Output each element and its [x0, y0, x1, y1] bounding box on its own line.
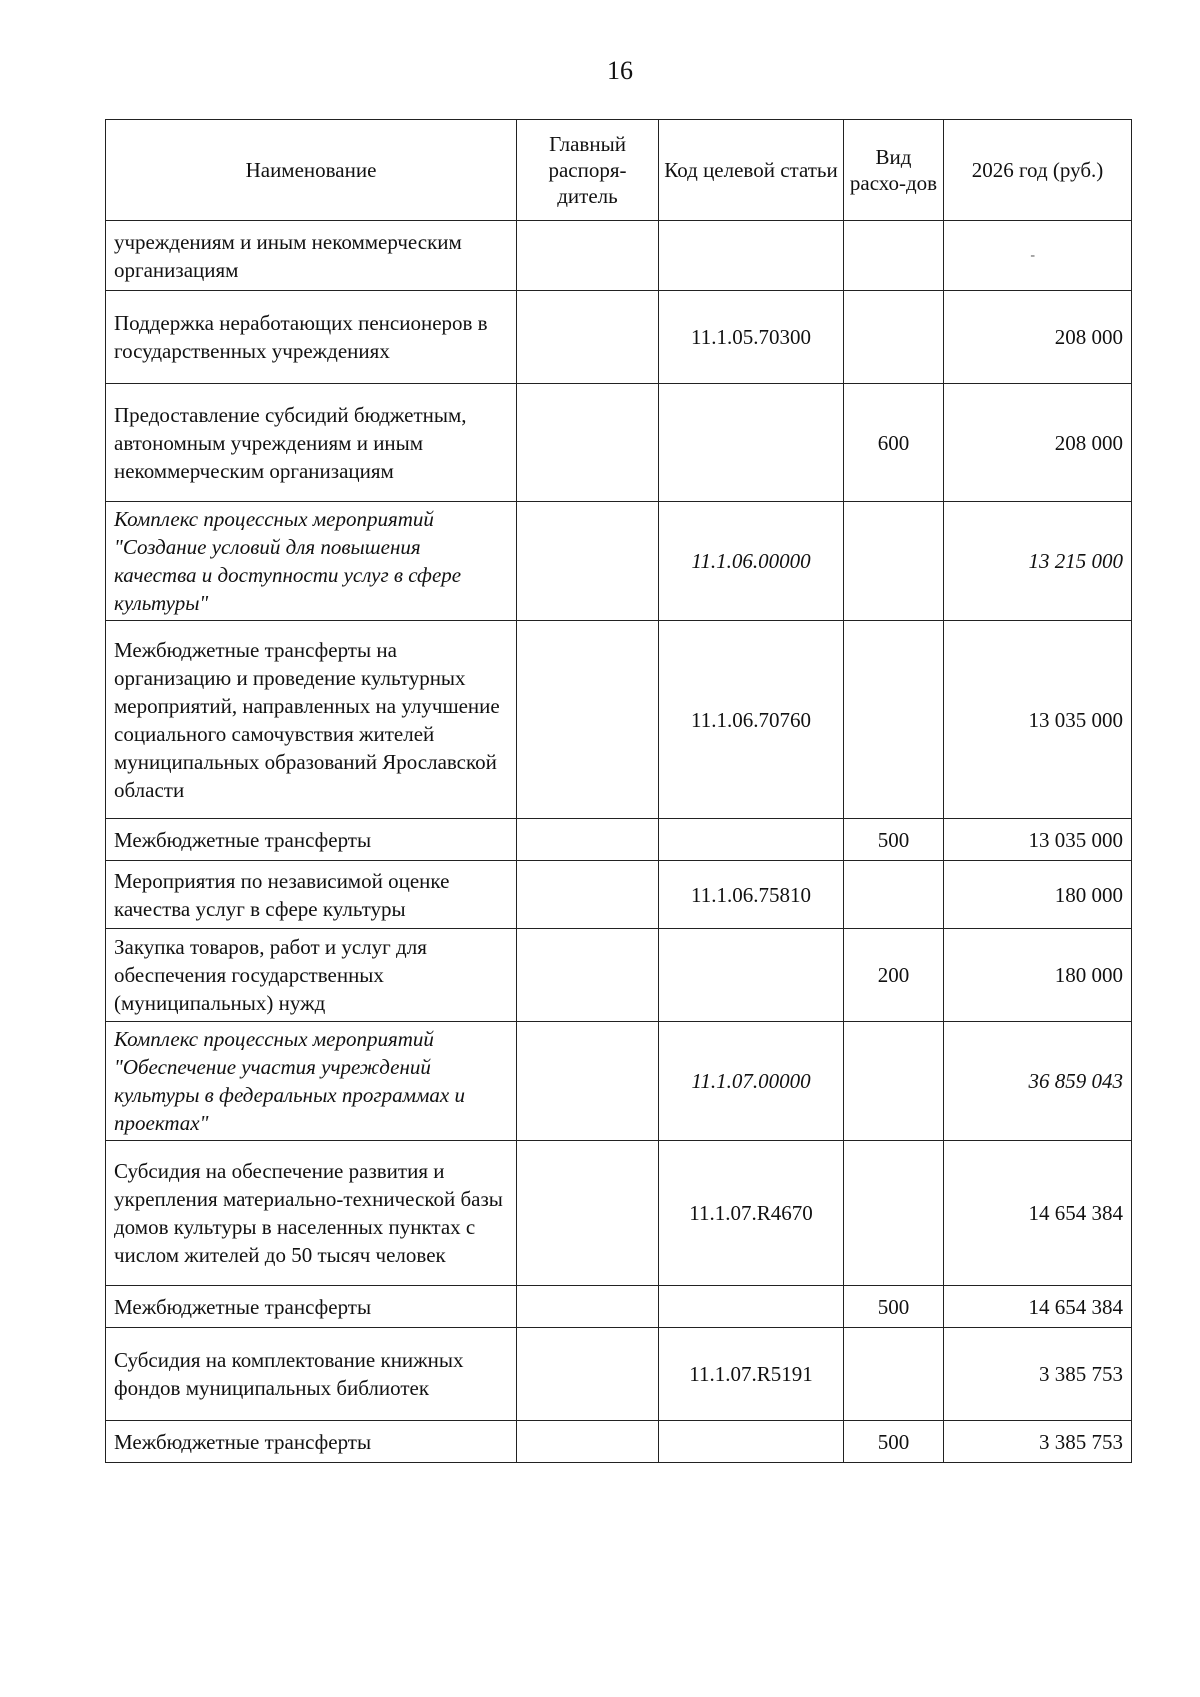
table-row: [106, 1141, 1132, 1286]
row-amount-cell: 13 215 000: [944, 502, 1132, 621]
row-name-cell: Субсидия на комплектование книжных фондов муниципальных библиотек: [106, 1328, 517, 1421]
row-name-cell: учреждениям и иным некоммерческим организациям: [106, 221, 517, 291]
row-type-cell: 500: [844, 1421, 944, 1463]
row-amount-cell: 13 035 000: [944, 621, 1132, 819]
row-name-cell: Межбюджетные трансферты: [106, 1421, 517, 1463]
row-admin-cell: [517, 384, 659, 502]
row-type-cell: [844, 1328, 944, 1421]
header-code: Код целевой статьи: [659, 120, 844, 221]
table-row: [106, 1328, 1132, 1421]
header-type: Вид расхо-дов: [844, 120, 944, 221]
row-name-cell: Субсидия на обеспечение развития и укрепления материально-технической базы домов культуры в населенных пунктах с числом жителей до 50 тысяч человек: [106, 1141, 517, 1286]
row-type-cell: [844, 291, 944, 384]
row-admin-cell: [517, 929, 659, 1022]
row-code-cell: 11.1.06.70760: [659, 621, 844, 819]
row-amount-cell: 14 654 384: [944, 1286, 1132, 1328]
row-type-cell: 500: [844, 819, 944, 861]
row-code-cell: 11.1.07.00000: [659, 1022, 844, 1141]
row-admin-cell: [517, 1022, 659, 1141]
row-code-cell: 11.1.07.R5191: [659, 1328, 844, 1421]
row-type-cell: [844, 502, 944, 621]
row-code-cell: [659, 384, 844, 502]
row-admin-cell: [517, 221, 659, 291]
page-number: 16: [607, 56, 633, 85]
table-header-row: [106, 120, 1132, 221]
row-amount-cell: -: [944, 221, 1132, 291]
row-admin-cell: [517, 502, 659, 621]
budget-table: [105, 119, 1132, 1463]
row-code-cell: 11.1.05.70300: [659, 291, 844, 384]
row-code-cell: [659, 221, 844, 291]
row-amount-cell: 208 000: [944, 384, 1132, 502]
row-type-cell: [844, 861, 944, 929]
row-admin-cell: [517, 621, 659, 819]
row-name-cell: Комплекс процессных мероприятий "Обеспечение участия учреждений культуры в федеральных программах и проектах": [106, 1022, 517, 1141]
row-type-cell: 500: [844, 1286, 944, 1328]
row-admin-cell: [517, 1328, 659, 1421]
row-name-cell: Комплекс процессных мероприятий "Создание условий для повышения качества и доступности услуг в сфере культуры": [106, 502, 517, 621]
row-code-cell: 11.1.07.R4670: [659, 1141, 844, 1286]
table-row: [106, 1022, 1132, 1141]
header-admin: Главный распоря-дитель: [517, 120, 659, 221]
row-type-cell: [844, 1022, 944, 1141]
row-admin-cell: [517, 1141, 659, 1286]
header-name: Наименование: [106, 120, 517, 221]
row-type-cell: [844, 1141, 944, 1286]
row-amount-cell: 3 385 753: [944, 1328, 1132, 1421]
row-type-cell: 200: [844, 929, 944, 1022]
table-row: [106, 929, 1132, 1022]
row-name-cell: Межбюджетные трансферты на организацию и проведение культурных мероприятий, направленных на улучшение социального самочувствия жителей муниципальных образований Ярославской области: [106, 621, 517, 819]
row-code-cell: [659, 1286, 844, 1328]
row-code-cell: 11.1.06.75810: [659, 861, 844, 929]
row-type-cell: 600: [844, 384, 944, 502]
row-amount-cell: 13 035 000: [944, 819, 1132, 861]
row-code-cell: [659, 1421, 844, 1463]
row-admin-cell: [517, 291, 659, 384]
table-body: [106, 221, 1132, 1463]
table-row: [106, 1286, 1132, 1328]
row-type-cell: [844, 621, 944, 819]
row-name-cell: Мероприятия по независимой оценке качества услуг в сфере культуры: [106, 861, 517, 929]
table-row: [106, 291, 1132, 384]
row-amount-cell: 36 859 043: [944, 1022, 1132, 1141]
table-row: [106, 221, 1132, 291]
row-amount-cell: 180 000: [944, 929, 1132, 1022]
row-code-cell: 11.1.06.00000: [659, 502, 844, 621]
row-name-cell: Межбюджетные трансферты: [106, 1286, 517, 1328]
table-row: [106, 502, 1132, 621]
row-admin-cell: [517, 861, 659, 929]
table-row: [106, 621, 1132, 819]
table-row: [106, 384, 1132, 502]
table-row: [106, 861, 1132, 929]
row-admin-cell: [517, 1286, 659, 1328]
row-amount-cell: 3 385 753: [944, 1421, 1132, 1463]
row-admin-cell: [517, 819, 659, 861]
row-name-cell: Межбюджетные трансферты: [106, 819, 517, 861]
table-row: [106, 1421, 1132, 1463]
row-amount-cell: 180 000: [944, 861, 1132, 929]
row-amount-cell: 14 654 384: [944, 1141, 1132, 1286]
row-name-cell: Предоставление субсидий бюджетным, автономным учреждениям и иным некоммерческим организациям: [106, 384, 517, 502]
row-code-cell: [659, 819, 844, 861]
table-row: [106, 819, 1132, 861]
row-code-cell: [659, 929, 844, 1022]
row-type-cell: [844, 221, 944, 291]
row-amount-cell: 208 000: [944, 291, 1132, 384]
row-admin-cell: [517, 1421, 659, 1463]
header-amount: 2026 год (руб.): [944, 120, 1132, 221]
row-name-cell: Поддержка неработающих пенсионеров в государственных учреждениях: [106, 291, 517, 384]
row-name-cell: Закупка товаров, работ и услуг для обеспечения государственных (муниципальных) нужд: [106, 929, 517, 1022]
